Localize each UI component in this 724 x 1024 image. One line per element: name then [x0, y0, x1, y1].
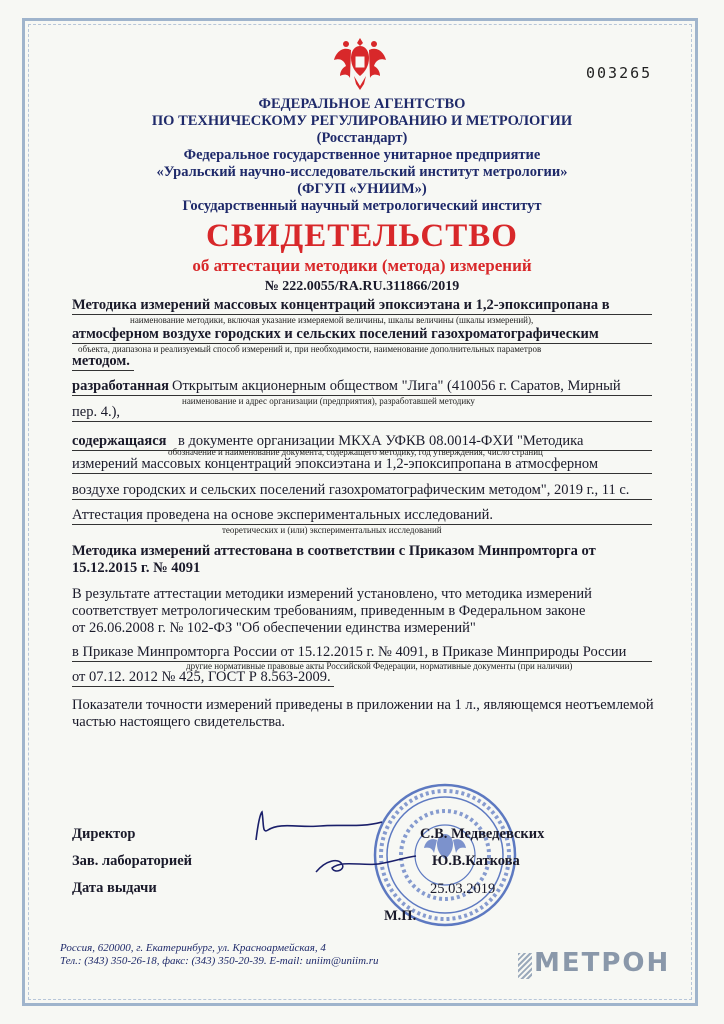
- lab-label: Зав. лабораторией: [72, 853, 193, 869]
- method-line2: атмосферном воздухе городских и сельских поселений газохроматографическим: [72, 326, 599, 342]
- result-caption: другие нормативные правовые акты Российской Федерации, нормативные документы (при наличии): [186, 661, 573, 671]
- attestation-caption: теоретических и (или) экспериментальных исследований: [222, 525, 442, 535]
- result-line5: от 07.12. 2012 № 425, ГОСТ Р 8.563-2009.: [72, 669, 331, 685]
- method-caption1: наименование методики, включая указание измеряемой величины, шкалы величины (шкалы измерений),: [130, 315, 534, 325]
- enterprise-line2: «Уральский научно-исследовательский институт метрологии»: [156, 164, 568, 180]
- contained-line2: измерений массовых концентраций эпоксиэтана и 1,2-эпоксипропана в атмосферном: [72, 456, 599, 472]
- institute-name: Государственный научный метрологический институт: [182, 198, 542, 214]
- accuracy-line2: частью настоящего свидетельства.: [72, 714, 286, 730]
- contained-label: содержащаяся: [72, 433, 167, 449]
- certificate-subtitle: об аттестации методики (метода) измерений: [192, 256, 532, 275]
- method-caption2: объекта, диапазона и реализуемый способ измерений и, при необходимости, наименование дополнительных параметров: [78, 344, 542, 354]
- attested-per-line1: Методика измерений аттестована в соответствии с Приказом Минпромторга от: [72, 543, 596, 559]
- footer-contacts: Тел.: (343) 350-26-18, факс: (343) 350-20-39. E-mail: uniim@uniim.ru: [60, 955, 379, 967]
- underline: [72, 686, 334, 687]
- underline: [72, 499, 652, 500]
- serial-number: 003265: [586, 64, 653, 82]
- seal-mark: М.П.: [384, 908, 417, 924]
- logo-mark-icon: [518, 953, 532, 979]
- date-label: Дата выдачи: [72, 880, 157, 896]
- result-line3: от 26.06.2008 г. № 102-ФЗ "Об обеспечении единства измерений": [72, 620, 476, 636]
- result-line2: соответствует метрологическим требованиям, приведенным в Федеральном законе: [72, 603, 586, 619]
- director-name: С.В. Медведевских: [420, 826, 545, 842]
- lab-name: Ю.В.Каткова: [432, 853, 520, 869]
- enterprise-short: (ФГУП «УНИИМ»): [297, 181, 427, 197]
- developed-line2: пер. 4.),: [72, 404, 121, 420]
- lab-signature-icon: [312, 850, 422, 878]
- developed-caption: наименование и адрес организации (предприятия), разработавшей методику: [182, 396, 475, 406]
- certificate-number: № 222.0055/RA.RU.311866/2019: [264, 279, 460, 294]
- contained-caption: обозначение и наименование документа, содержащего методику, год утверждения, число страниц: [168, 447, 543, 457]
- developed-line1: Открытым акционерным обществом "Лига" (410056 г. Саратов, Мирный: [172, 378, 621, 394]
- agency-line1: ФЕДЕРАЛЬНОЕ АГЕНТСТВО: [258, 96, 466, 112]
- director-signature-icon: [250, 806, 390, 846]
- footer-address: Россия, 620000, г. Екатеринбург, ул. Красноармейская, 4: [60, 942, 326, 954]
- coat-of-arms-icon: [332, 36, 388, 94]
- attestation-text: Аттестация проведена на основе экспериментальных исследований.: [72, 507, 493, 523]
- underline: [72, 370, 134, 371]
- developed-label: разработанная: [72, 378, 169, 394]
- agency-line2: ПО ТЕХНИЧЕСКОМУ РЕГУЛИРОВАНИЮ И МЕТРОЛОГИИ: [151, 113, 573, 129]
- result-line4: в Приказе Минпромторга России от 15.12.2015 г. № 4091, в Приказе Минприроды России: [72, 644, 627, 660]
- underline: [72, 421, 652, 422]
- contained-line1: в документе организации МКХА УФКВ 08.0014-ФХИ "Методика: [178, 433, 584, 449]
- method-line3: методом.: [72, 353, 130, 369]
- underline: [72, 473, 652, 474]
- enterprise-line1: Федеральное государственное унитарное предприятие: [183, 147, 541, 163]
- contained-line3: воздухе городских и сельских поселений газохроматографическим методом", 2019 г., 11 с.: [72, 482, 630, 498]
- metron-logo: МЕТРОН: [534, 948, 671, 978]
- certificate-title: СВИДЕТЕЛЬСТВО: [206, 218, 518, 254]
- accuracy-line1: Показатели точности измерений приведены в приложении на 1 л., являющемся неотъемлемой: [72, 697, 654, 713]
- date-value: 25.03.2019: [430, 881, 496, 897]
- agency-short: (Росстандарт): [316, 130, 408, 146]
- result-line1: В результате аттестации методики измерений установлено, что методика измерений: [72, 586, 592, 602]
- director-label: Директор: [72, 826, 136, 842]
- method-line1: Методика измерений массовых концентраций эпоксиэтана и 1,2-эпоксипропана в: [72, 297, 610, 313]
- attested-per-line2: 15.12.2015 г. № 4091: [72, 560, 201, 576]
